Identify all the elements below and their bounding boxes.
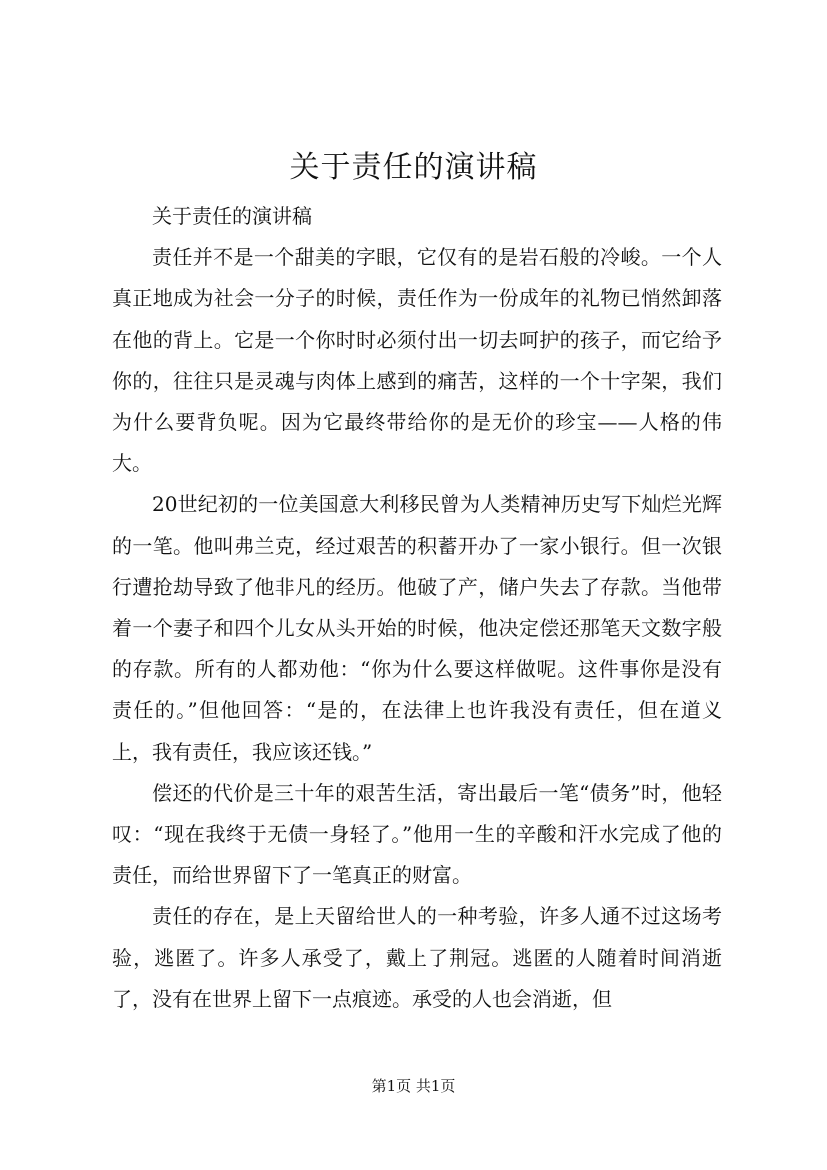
page-footer: 第1页 共1页	[371, 1077, 456, 1095]
document-body	[112, 196, 722, 1020]
paragraph: 责任并不是一个甜美的字眼，它仅有的是岩石般的冷峻。一个人真正地成为社会一分子的时候，责任作为一份成年的礼物已悄然卸落在他的背上。它是一个你时时必须付出一切去呵护的孩子，而它给予你的，往往只是灵魂与肉体上感到的痛苦，这样的一个十字架，我们为什么要背负呢。因为它最终带给你的是无价的珍宝——人格的伟大。	[112, 245, 722, 476]
paragraph: 20世纪初的一位美国意大利移民曾为人类精神历史写下灿烂光辉的一笔。他叫弗兰克，经过艰苦的积蓄开办了一家小银行。但一次银行遭抢劫导致了他非凡的经历。他破了产，储户失去了存款。当他带着一个妻子和四个儿女从头开始的时候，他决定偿还那笔天文数字般的存款。所有的人都劝他：“你为什么要这样做呢。这件事你是没有责任的。”但他回答：“是的，在法律上也许我没有责任，但在道义上，我有责任，我应该还钱。”	[112, 492, 722, 764]
document-title: 关于责任的演讲稿	[289, 150, 538, 185]
paragraph: 关于责任的演讲稿	[152, 204, 312, 228]
paragraph: 责任的存在，是上天留给世人的一种考验，许多人通不过这场考验，逃匿了。许多人承受了，戴上了荆冠。逃匿的人随着时间消逝了，没有在世界上留下一点痕迹。承受的人也会消逝，但	[112, 904, 722, 1011]
paragraph: 偿还的代价是三十年的艰苦生活，寄出最后一笔“债务”时，他轻叹：“现在我终于无债一身轻了。”他用一生的辛酸和汗水完成了他的责任，而给世界留下了一笔真正的财富。	[112, 780, 722, 888]
